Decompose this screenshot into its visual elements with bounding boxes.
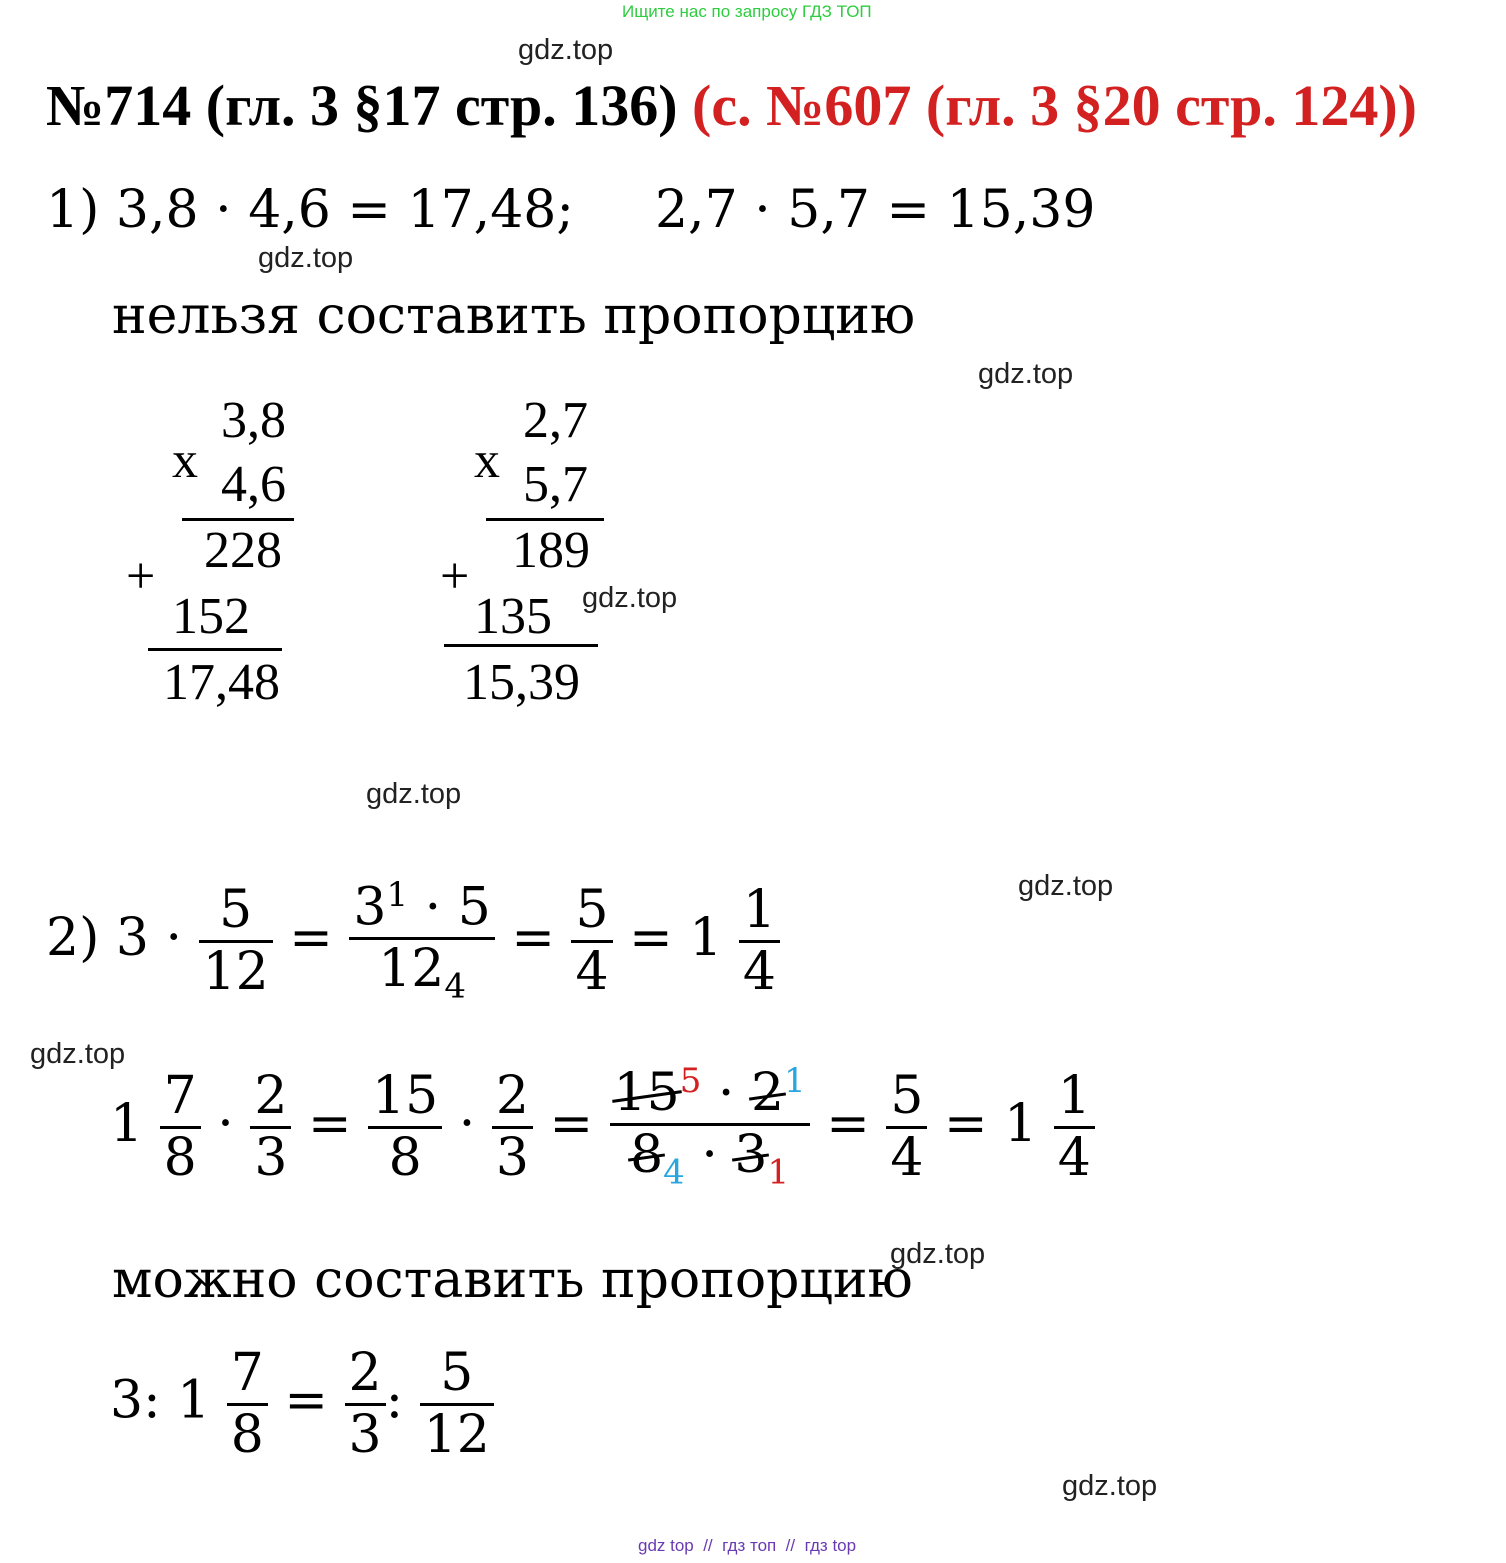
numerator: 5: [440, 1343, 474, 1403]
divider-line: [444, 644, 598, 647]
dot-operator: ·: [701, 1124, 718, 1185]
denominator: 4: [890, 1128, 924, 1188]
reduced-mark: 1: [767, 1152, 790, 1193]
cancelled-number: 3: [734, 1124, 768, 1185]
fraction: [739, 880, 780, 1002]
cancelled-number: 2: [750, 1063, 785, 1124]
cancelled-number: 8: [630, 1124, 664, 1185]
colon-operator: :: [143, 1370, 161, 1431]
dot-operator: ·: [458, 1094, 476, 1154]
equals-sign: =: [549, 1094, 594, 1154]
fraction: [160, 1066, 201, 1188]
watermark: gdz.top: [366, 778, 462, 810]
top-search-note: Ищите нас по запросу ГДЗ ТОП: [622, 2, 872, 21]
mixed-whole: 1: [110, 1094, 144, 1154]
cancellation-fraction: [610, 1061, 810, 1193]
watermark: gdz.top: [258, 242, 354, 274]
numerator: 15: [372, 1066, 439, 1127]
reduced-mark: 4: [663, 1152, 685, 1193]
denominator: 8: [388, 1128, 422, 1188]
cancelled-number: 15: [613, 1063, 680, 1124]
denominator: 4: [1057, 1128, 1091, 1188]
part2-line2: [110, 1061, 1095, 1193]
watermark: gdz.top: [978, 358, 1074, 390]
equals-sign: =: [284, 1370, 328, 1431]
mixed-whole: 1: [689, 908, 723, 968]
multiplicand: 3,8: [221, 392, 286, 449]
multiplier: 4,6: [221, 456, 286, 513]
partial-product-1: 189: [512, 522, 590, 579]
numerator: [349, 875, 494, 938]
equals-sign: =: [629, 908, 673, 968]
fraction: [349, 875, 494, 1007]
whole-number: 3: [115, 908, 149, 968]
denominator: 12: [202, 942, 269, 1002]
numerator: 1: [1057, 1066, 1091, 1127]
numerator: 5: [575, 880, 609, 941]
part2-conclusion: можно составить пропорцию: [112, 1250, 913, 1310]
denominator: 3: [495, 1128, 529, 1188]
partial-product-1: 228: [204, 522, 282, 579]
reduced-mark: 1: [386, 875, 409, 915]
numerator: 1: [742, 880, 776, 941]
multiplier: 5,7: [523, 456, 588, 513]
dot-operator: ·: [717, 1063, 735, 1124]
partial-product-2: 152: [172, 588, 250, 645]
colon-operator: :: [385, 1370, 404, 1431]
numerator: 7: [163, 1066, 197, 1127]
column-multiplication-a: [120, 388, 300, 718]
denominator: 8: [230, 1404, 264, 1465]
title-alt: (с. №607 (гл. 3 §20 стр. 124)): [692, 73, 1417, 138]
reduced-mark: 4: [444, 966, 467, 1007]
denominator: 4: [575, 942, 609, 1002]
fraction: [227, 1343, 268, 1465]
proportion: [110, 1343, 494, 1465]
fraction: [420, 1343, 494, 1465]
fraction: [368, 1066, 442, 1188]
denominator-part: 12: [378, 938, 445, 999]
numerator: 7: [230, 1343, 264, 1403]
watermark: gdz.top: [1062, 1470, 1158, 1502]
numerator: 5: [890, 1066, 924, 1127]
column-multiplication-b: [430, 388, 610, 718]
equals-sign: =: [307, 1094, 352, 1154]
part2-line1: [46, 875, 780, 1007]
equals-sign: =: [943, 1094, 988, 1154]
part2-label: 2): [46, 908, 100, 968]
mixed-whole: 1: [1004, 1094, 1038, 1154]
watermark: gdz.top: [1018, 870, 1114, 902]
fraction: [571, 880, 612, 1002]
reduced-mark: 1: [784, 1061, 806, 1101]
plus-sign: +: [440, 548, 470, 605]
partial-product-2: 135: [474, 588, 552, 645]
plus-sign: +: [126, 548, 156, 605]
denominator: 3: [254, 1128, 288, 1188]
equals-sign: =: [511, 908, 555, 968]
fraction: [345, 1343, 386, 1465]
mixed-whole: 1: [177, 1370, 211, 1431]
fraction: [1054, 1066, 1095, 1188]
reduced-mark: 5: [679, 1061, 702, 1101]
numerator-part: 3: [353, 877, 387, 938]
multiplicand: 2,7: [523, 392, 588, 449]
watermark: gdz.top: [582, 582, 678, 614]
equals-sign: =: [826, 1094, 870, 1154]
dot-operator: ·: [217, 1094, 234, 1154]
denominator: 8: [163, 1128, 197, 1188]
part1-label: 1): [46, 180, 100, 240]
denominator: 12: [423, 1404, 490, 1465]
equals-sign: =: [289, 908, 333, 968]
product-result: 15,39: [463, 654, 580, 711]
mult-sign: x: [474, 432, 500, 489]
numerator: 2: [348, 1343, 382, 1403]
fraction: [250, 1066, 291, 1188]
watermark: gdz.top: [30, 1038, 126, 1070]
denominator: 3: [348, 1404, 382, 1465]
fraction: [886, 1066, 927, 1188]
footer-links[interactable]: gdz top // гдз топ // гдз top: [638, 1536, 857, 1555]
denominator: [610, 1124, 810, 1193]
numerator: 2: [254, 1066, 288, 1127]
dot-operator: ·: [165, 908, 183, 968]
numerator-part: · 5: [424, 877, 491, 938]
title-main: №714 (гл. 3 §17 стр. 136): [46, 73, 678, 138]
numerator: 5: [219, 880, 253, 941]
problem-title: [46, 72, 1417, 139]
numerator: 2: [495, 1066, 529, 1127]
part1-conclusion: нельзя составить пропорцию: [112, 286, 916, 346]
watermark: gdz.top: [518, 34, 614, 66]
numerator: [610, 1061, 810, 1124]
part1-expr-b: 2,7 · 5,7 = 15,39: [654, 180, 1096, 240]
fraction: [199, 880, 273, 1002]
watermark: gdz.top: [890, 1238, 986, 1270]
fraction: [492, 1066, 533, 1188]
mult-sign: x: [172, 432, 198, 489]
proportion-term: 3: [110, 1370, 144, 1431]
denominator: 4: [742, 942, 776, 1002]
denominator: [349, 938, 494, 1007]
part1-expr-a: 3,8 · 4,6 = 17,48;: [115, 180, 574, 240]
part1-equations: [46, 180, 1095, 240]
product-result: 17,48: [163, 654, 280, 711]
